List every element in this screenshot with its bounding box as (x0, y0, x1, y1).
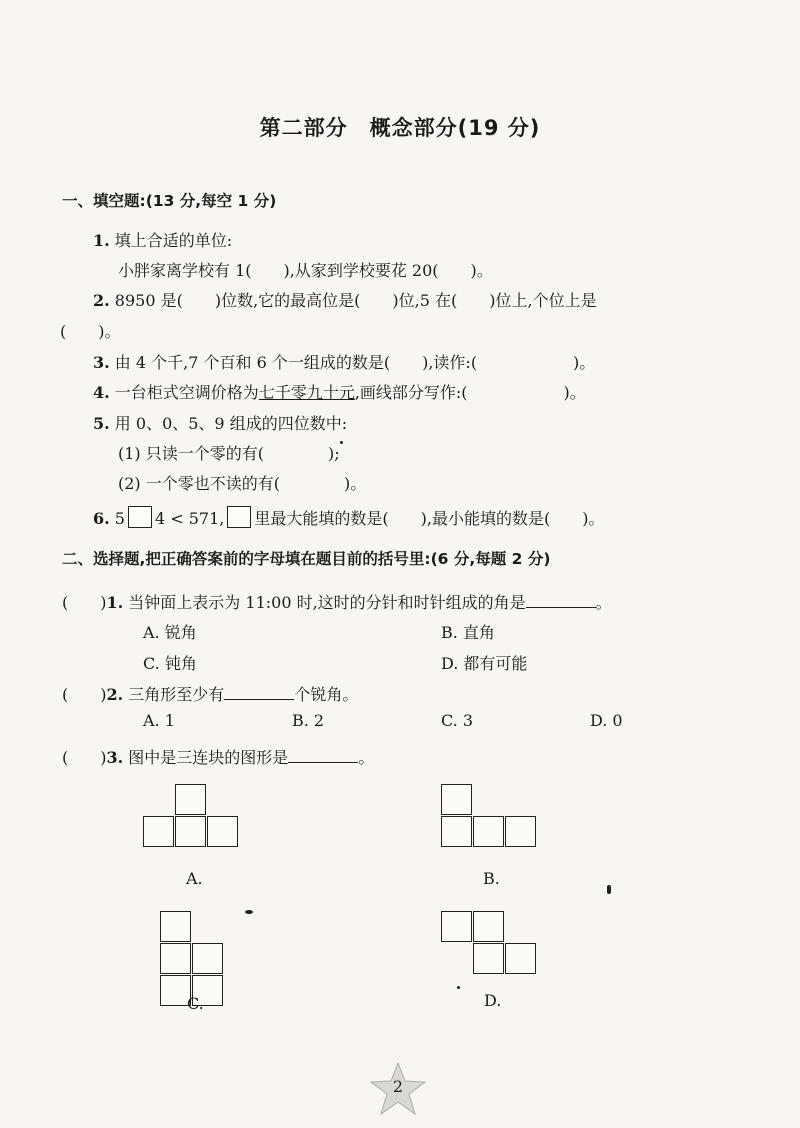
question-end: 。 (358, 748, 375, 767)
section-choice-heading: 二、选择题,把正确答案前的字母填在题目前的括号里:(6 分,每题 2 分) (62, 550, 551, 568)
option-b: B. 2 (292, 711, 325, 730)
question-text-b: 4 < 571, (154, 509, 225, 528)
question-text: 由 4 个千,7 个百和 6 个一组成的数是( ),读作:( )。 (114, 353, 596, 372)
option-a: A. 1 (143, 711, 175, 730)
page-title: 第二部分 概念部分(19 分) (259, 116, 541, 140)
question-text-a: 三角形至少有 (128, 685, 225, 704)
question-1 (93, 228, 232, 251)
page-number: 2 (392, 1077, 404, 1096)
digit-box (227, 506, 251, 528)
grid-cell (505, 943, 536, 974)
grid-cell (175, 816, 206, 847)
question-text-b: ,画线部分写作:( )。 (354, 383, 586, 402)
figure-d-label: D. (484, 991, 502, 1010)
grid-cell (207, 816, 238, 847)
question-end: 。 (595, 593, 612, 612)
option-b: B. 直角 (441, 623, 495, 642)
grid-cell (473, 943, 504, 974)
answer-paren: ( ) (62, 593, 107, 612)
answer-paren: ( ) (62, 748, 107, 767)
question-number: 2. (106, 685, 124, 704)
question-text-c: 里最大能填的数是( ),最小能填的数是( )。 (254, 509, 605, 528)
figure-c-label: C. (187, 994, 204, 1013)
grid-cell (441, 784, 472, 815)
question-5 (93, 411, 347, 434)
choice-question-3 (62, 745, 374, 768)
section-fill-blank-heading: 一、填空题:(13 分,每空 1 分) (62, 192, 277, 210)
option-a: A. 锐角 (143, 623, 197, 642)
grid-cell (160, 911, 191, 942)
question-text-a: 一台柜式空调价格为 (114, 383, 259, 402)
grid-cell (143, 816, 174, 847)
option-c: C. 3 (441, 711, 474, 730)
scan-speck (340, 441, 343, 444)
underlined-price: 七千零九十元 (258, 383, 355, 402)
option-d: D. 0 (590, 711, 623, 730)
scan-speck (607, 885, 611, 894)
answer-blank (224, 699, 294, 700)
question-text: 图中是三连块的图形是 (128, 748, 289, 767)
question-text-b: 个锐角。 (294, 685, 359, 704)
question-text: 用 0、0、5、9 组成的四位数中: (114, 414, 348, 433)
question-text-a: 5 (114, 509, 125, 528)
scan-speck (245, 910, 253, 914)
question-1-line-2: 小胖家离学校有 1( ),从家到学校要花 20( )。 (118, 261, 493, 280)
question-2-line-2: ( )。 (60, 322, 121, 341)
grid-cell (473, 911, 504, 942)
grid-cell (192, 943, 223, 974)
question-number: 3. (93, 353, 110, 372)
question-5-sub-2: (2) 一个零也不读的有( )。 (118, 474, 367, 493)
answer-blank (288, 762, 358, 763)
option-d: D. 都有可能 (441, 654, 528, 673)
figure-a-shape (143, 784, 238, 848)
question-number: 6. (93, 509, 110, 528)
question-2 (93, 288, 597, 311)
question-number: 1. (106, 593, 124, 612)
question-number: 3. (106, 748, 124, 767)
grid-cell (441, 816, 472, 847)
question-6 (93, 506, 604, 529)
grid-cell (160, 943, 191, 974)
choice-question-1 (62, 590, 612, 613)
figure-a-label: A. (186, 869, 203, 888)
question-text: 当钟面上表示为 11:00 时,这时的分针和时针组成的角是 (128, 593, 526, 612)
question-5-sub-1: (1) 只读一个零的有( ); (118, 444, 340, 463)
choice-question-2 (62, 682, 358, 705)
grid-cell (175, 784, 206, 815)
question-4 (93, 380, 586, 403)
question-number: 1. (93, 231, 110, 250)
grid-cell (473, 816, 504, 847)
figure-b-shape (441, 784, 536, 848)
question-text: 8950 是( )位数,它的最高位是( )位,5 在( )位上,个位上是 (114, 291, 597, 310)
question-number: 4. (93, 383, 110, 402)
question-number: 5. (93, 414, 110, 433)
question-3 (93, 350, 595, 373)
answer-paren: ( ) (62, 685, 107, 704)
scan-speck (457, 986, 460, 989)
answer-blank (526, 607, 596, 608)
question-text: 填上合适的单位: (114, 231, 233, 250)
digit-box (128, 506, 152, 528)
question-number: 2. (93, 291, 110, 310)
figure-d-shape (441, 911, 537, 975)
figure-b-label: B. (483, 869, 500, 888)
option-c: C. 钝角 (143, 654, 197, 673)
figure-c-shape (160, 911, 224, 1007)
grid-cell (441, 911, 472, 942)
grid-cell (505, 816, 536, 847)
